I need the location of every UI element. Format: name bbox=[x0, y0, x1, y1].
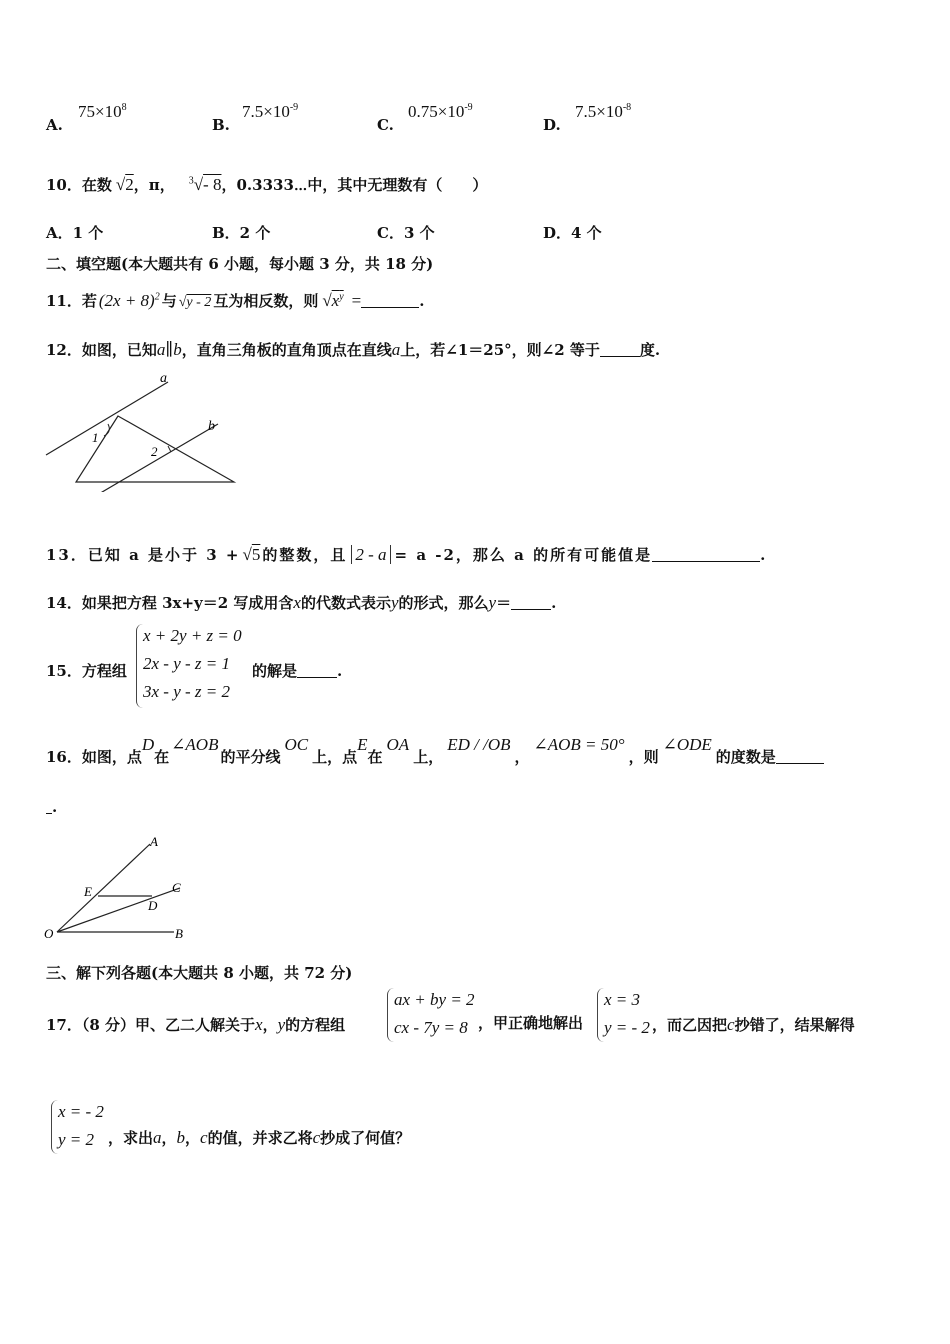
q11-radicand: y - 2 bbox=[186, 295, 212, 310]
q15-eq-1: x + 2y + z = 0 bbox=[143, 626, 242, 645]
q11-num: 11．若 bbox=[46, 292, 97, 310]
q10-cbrt-index: 3 bbox=[188, 175, 194, 187]
q10-option-b: B．2 个 bbox=[212, 224, 271, 242]
q16-ODE: ∠ODE bbox=[662, 735, 712, 754]
q12-figure bbox=[40, 372, 240, 492]
q16-answer-blank bbox=[776, 763, 824, 764]
q15-system bbox=[143, 622, 242, 706]
q10-cbrt: $^3$√- 8 bbox=[188, 175, 222, 194]
q14-y: y bbox=[390, 593, 399, 612]
q12-answer-blank bbox=[600, 356, 640, 357]
q9-option-d-mantissa: 7.5×10 bbox=[575, 102, 623, 121]
q16-end-line bbox=[46, 800, 57, 815]
q14-answer-blank bbox=[511, 609, 551, 610]
q13-text3: = a -2，那么 a 的所有可能值是 bbox=[394, 546, 653, 564]
q11-expr1-base: (2x + 8) bbox=[98, 291, 155, 310]
q16-t5: 在 bbox=[367, 748, 383, 766]
q17-text8: 抄成了何值？ bbox=[320, 1129, 411, 1147]
q9-option-a-value bbox=[78, 102, 127, 122]
q13-sqrt5-radicand: 5 bbox=[251, 545, 261, 564]
q12-a: a bbox=[391, 340, 401, 359]
q15-end: . bbox=[337, 662, 343, 680]
q12-text2: ，直角三角板的直角顶点在直线 bbox=[181, 341, 392, 359]
q16-label-D: D bbox=[148, 898, 158, 913]
q14-text2: 的代数式表示 bbox=[300, 594, 391, 612]
q11-mid2: 互为相反数，则 bbox=[213, 292, 319, 310]
q12-ab: a∥b bbox=[156, 340, 182, 359]
q10-question bbox=[46, 176, 487, 193]
q15-answer-blank bbox=[297, 677, 337, 678]
q17-text6: ，求出a，b，c的值，并求乙将c抄成了何值？ bbox=[108, 1128, 411, 1147]
q17-sol1-y: y = - 2 bbox=[604, 1018, 650, 1037]
q16-ray-OC bbox=[57, 888, 180, 932]
q17-sys-eq-1: ax + by = 2 bbox=[394, 990, 475, 1009]
q17-c2: c bbox=[200, 1128, 208, 1147]
q16-t6: 上， bbox=[413, 748, 444, 766]
q17-b: b bbox=[176, 1128, 186, 1147]
q16-E: E bbox=[357, 735, 368, 754]
q10-option-c: C．3 个 bbox=[377, 224, 435, 242]
q13-answer-blank bbox=[652, 561, 760, 562]
q9-option-d-value bbox=[575, 102, 631, 122]
q11-rad2-exp: y bbox=[339, 291, 344, 303]
q17-sol2 bbox=[58, 1098, 104, 1154]
q16-label-E: E bbox=[84, 884, 92, 899]
q16-t2: 在 bbox=[154, 748, 170, 766]
q15-after-text: 的解是 bbox=[252, 662, 298, 680]
q15-eq-3: 3x - y - z = 2 bbox=[143, 682, 231, 701]
q9-option-b-exp: -9 bbox=[289, 102, 299, 113]
q11-mid: 与 bbox=[161, 292, 177, 310]
q16-OC: OC bbox=[284, 735, 309, 754]
q9-option-c-exp: -9 bbox=[464, 102, 473, 113]
q17-text2: 的方程组 bbox=[285, 1016, 346, 1034]
q17-text1 bbox=[46, 1016, 345, 1033]
q15-brace bbox=[136, 624, 143, 708]
q14-text4: ＝ bbox=[496, 594, 512, 612]
q16-angle-value: ∠AOB = 50° bbox=[533, 735, 625, 754]
q9-option-b-label: B. bbox=[212, 116, 230, 134]
q13-abs: 2 - a bbox=[351, 545, 390, 564]
q9-option-c-value bbox=[408, 102, 473, 122]
q17-system-brace bbox=[387, 988, 394, 1042]
q15-num: 15．方程组 bbox=[46, 662, 127, 680]
q14-end: . bbox=[551, 594, 557, 612]
q11-expr1 bbox=[99, 291, 160, 310]
q16-t3: 的平分线 bbox=[220, 748, 281, 766]
q11-rad2-base: x bbox=[331, 291, 340, 310]
q17-text1-a: 17．（8 分）甲、乙二人解关于 bbox=[46, 1016, 256, 1034]
q16-label-B: B bbox=[175, 926, 183, 941]
q9-option-d-exp: -8 bbox=[622, 102, 632, 113]
q17-sol1 bbox=[604, 986, 650, 1042]
q12-end: 度. bbox=[639, 341, 661, 359]
q11-answer-blank bbox=[361, 307, 419, 308]
q9-option-b-mantissa: 7.5×10 bbox=[242, 102, 290, 121]
q10-cbrt-radicand: - 8 bbox=[203, 175, 222, 194]
q10-option-d: D．4 个 bbox=[543, 224, 602, 242]
q14-text3: 的形式，那么 bbox=[398, 594, 489, 612]
q15-after bbox=[252, 664, 342, 679]
q17-sol1-x: x = 3 bbox=[604, 990, 641, 1009]
q9-option-a-label: A. bbox=[46, 116, 63, 134]
q17-sol2-x: x = - 2 bbox=[58, 1102, 104, 1121]
q11-radical2: $√x^y$ bbox=[322, 291, 344, 310]
q11-question bbox=[46, 292, 425, 310]
q12-line-a bbox=[46, 382, 168, 455]
q15-eq-2: 2x - y - z = 1 bbox=[143, 654, 231, 673]
q17-text6-a: ，求出 bbox=[108, 1129, 154, 1147]
q12-text3: 上，若∠1＝25°，则∠2 等于 bbox=[400, 341, 600, 359]
q17-y: y bbox=[277, 1015, 286, 1034]
q13-text1: 13．已知 a 是小于 3 + bbox=[46, 546, 241, 564]
q9-option-c-label: C. bbox=[377, 116, 394, 134]
q17-comma: ， bbox=[262, 1016, 278, 1034]
q16-question bbox=[46, 735, 824, 766]
q16-label-C: C bbox=[172, 880, 181, 895]
q17-c3: c bbox=[312, 1128, 321, 1147]
q17-text3: ，甲正确地解出 bbox=[478, 1014, 584, 1032]
q17-text4 bbox=[652, 1016, 855, 1033]
q11-end: . bbox=[419, 292, 425, 310]
q10-sqrt2: √2 bbox=[115, 175, 134, 194]
q16-t4: 上，点 bbox=[312, 748, 358, 766]
q17-a: a bbox=[153, 1128, 162, 1147]
q9-option-a-mantissa: 75×10 bbox=[78, 102, 122, 121]
q12-angle-2-arc bbox=[168, 446, 171, 452]
q16-AOB: ∠AOB bbox=[171, 735, 219, 754]
q9-option-c-mantissa: 0.75×10 bbox=[408, 102, 465, 121]
q9-option-a-exp: 8 bbox=[121, 102, 127, 113]
q13-text2: 的整数，且 bbox=[262, 546, 348, 564]
q16-figure bbox=[40, 830, 200, 945]
q16-t7: ， bbox=[514, 748, 530, 766]
q13-end: . bbox=[760, 546, 768, 564]
q16-t8: ，则 bbox=[628, 748, 659, 766]
q17-sol2-y: y = 2 bbox=[58, 1130, 95, 1149]
q17-c: c bbox=[727, 1015, 735, 1034]
q16-D: D bbox=[141, 735, 155, 754]
q12-label-2: 2 bbox=[151, 444, 158, 459]
q14-y2: y bbox=[488, 593, 497, 612]
q10-option-a: A．1 个 bbox=[46, 224, 104, 242]
q13-sqrt5: √5 bbox=[242, 545, 261, 564]
q16-label-A: A bbox=[150, 834, 158, 849]
q13-question bbox=[46, 546, 767, 563]
q16-label-O: O bbox=[44, 926, 54, 941]
q17-text4-a: ，而乙因把 bbox=[652, 1016, 728, 1034]
q10-pi: ，π， bbox=[133, 176, 175, 194]
q17-text7: 的值，并求乙将 bbox=[207, 1129, 313, 1147]
q14-text1: 14．如果把方程 3x+y＝2 写成用含 bbox=[46, 594, 294, 612]
q9-option-d-label: D. bbox=[543, 116, 561, 134]
q10-num: 10．在数 bbox=[46, 176, 112, 194]
q14-question bbox=[46, 594, 556, 611]
q17-sol1-brace bbox=[597, 988, 604, 1042]
q11-expr1-exp: 2 bbox=[154, 291, 160, 303]
q12-question bbox=[46, 341, 660, 358]
q10-sqrt2-radicand: 2 bbox=[125, 175, 134, 194]
q17-x: x bbox=[255, 1015, 263, 1034]
q16-text1: 16．如图，点 bbox=[46, 748, 142, 766]
q16-ED: ED / /OB bbox=[447, 735, 511, 754]
q14-x: x bbox=[293, 593, 301, 612]
q16-ray-OA bbox=[57, 844, 150, 932]
section-3-heading: 三、解下列各题(本大题共 8 小题，共 72 分) bbox=[46, 964, 353, 982]
q12-label-1: 1 bbox=[92, 430, 99, 445]
q16-OA: OA bbox=[386, 735, 410, 754]
q17-sys-eq-2: cx - 7y = 8 bbox=[394, 1018, 468, 1037]
q11-eq: = bbox=[351, 291, 362, 310]
q17-sol2-brace bbox=[51, 1100, 58, 1154]
q12-label-a: a bbox=[160, 372, 167, 386]
q16-t9: 的度数是 bbox=[715, 748, 776, 766]
q16-end: . bbox=[52, 798, 58, 816]
q17-text5: 抄错了，结果解得 bbox=[734, 1016, 855, 1034]
q12-text1: 12．如图，已知 bbox=[46, 341, 157, 359]
q11-radical: √y - 2 bbox=[178, 295, 212, 310]
q10-rest: ，0.3333⋯中，其中无理数有（ ） bbox=[221, 176, 488, 194]
q9-option-b-value bbox=[242, 102, 298, 122]
q12-label-b: b bbox=[208, 419, 215, 434]
section-2-heading: 二、填空题(本大题共有 6 小题，每小题 3 分，共 18 分) bbox=[46, 255, 434, 273]
q17-system bbox=[394, 986, 475, 1042]
